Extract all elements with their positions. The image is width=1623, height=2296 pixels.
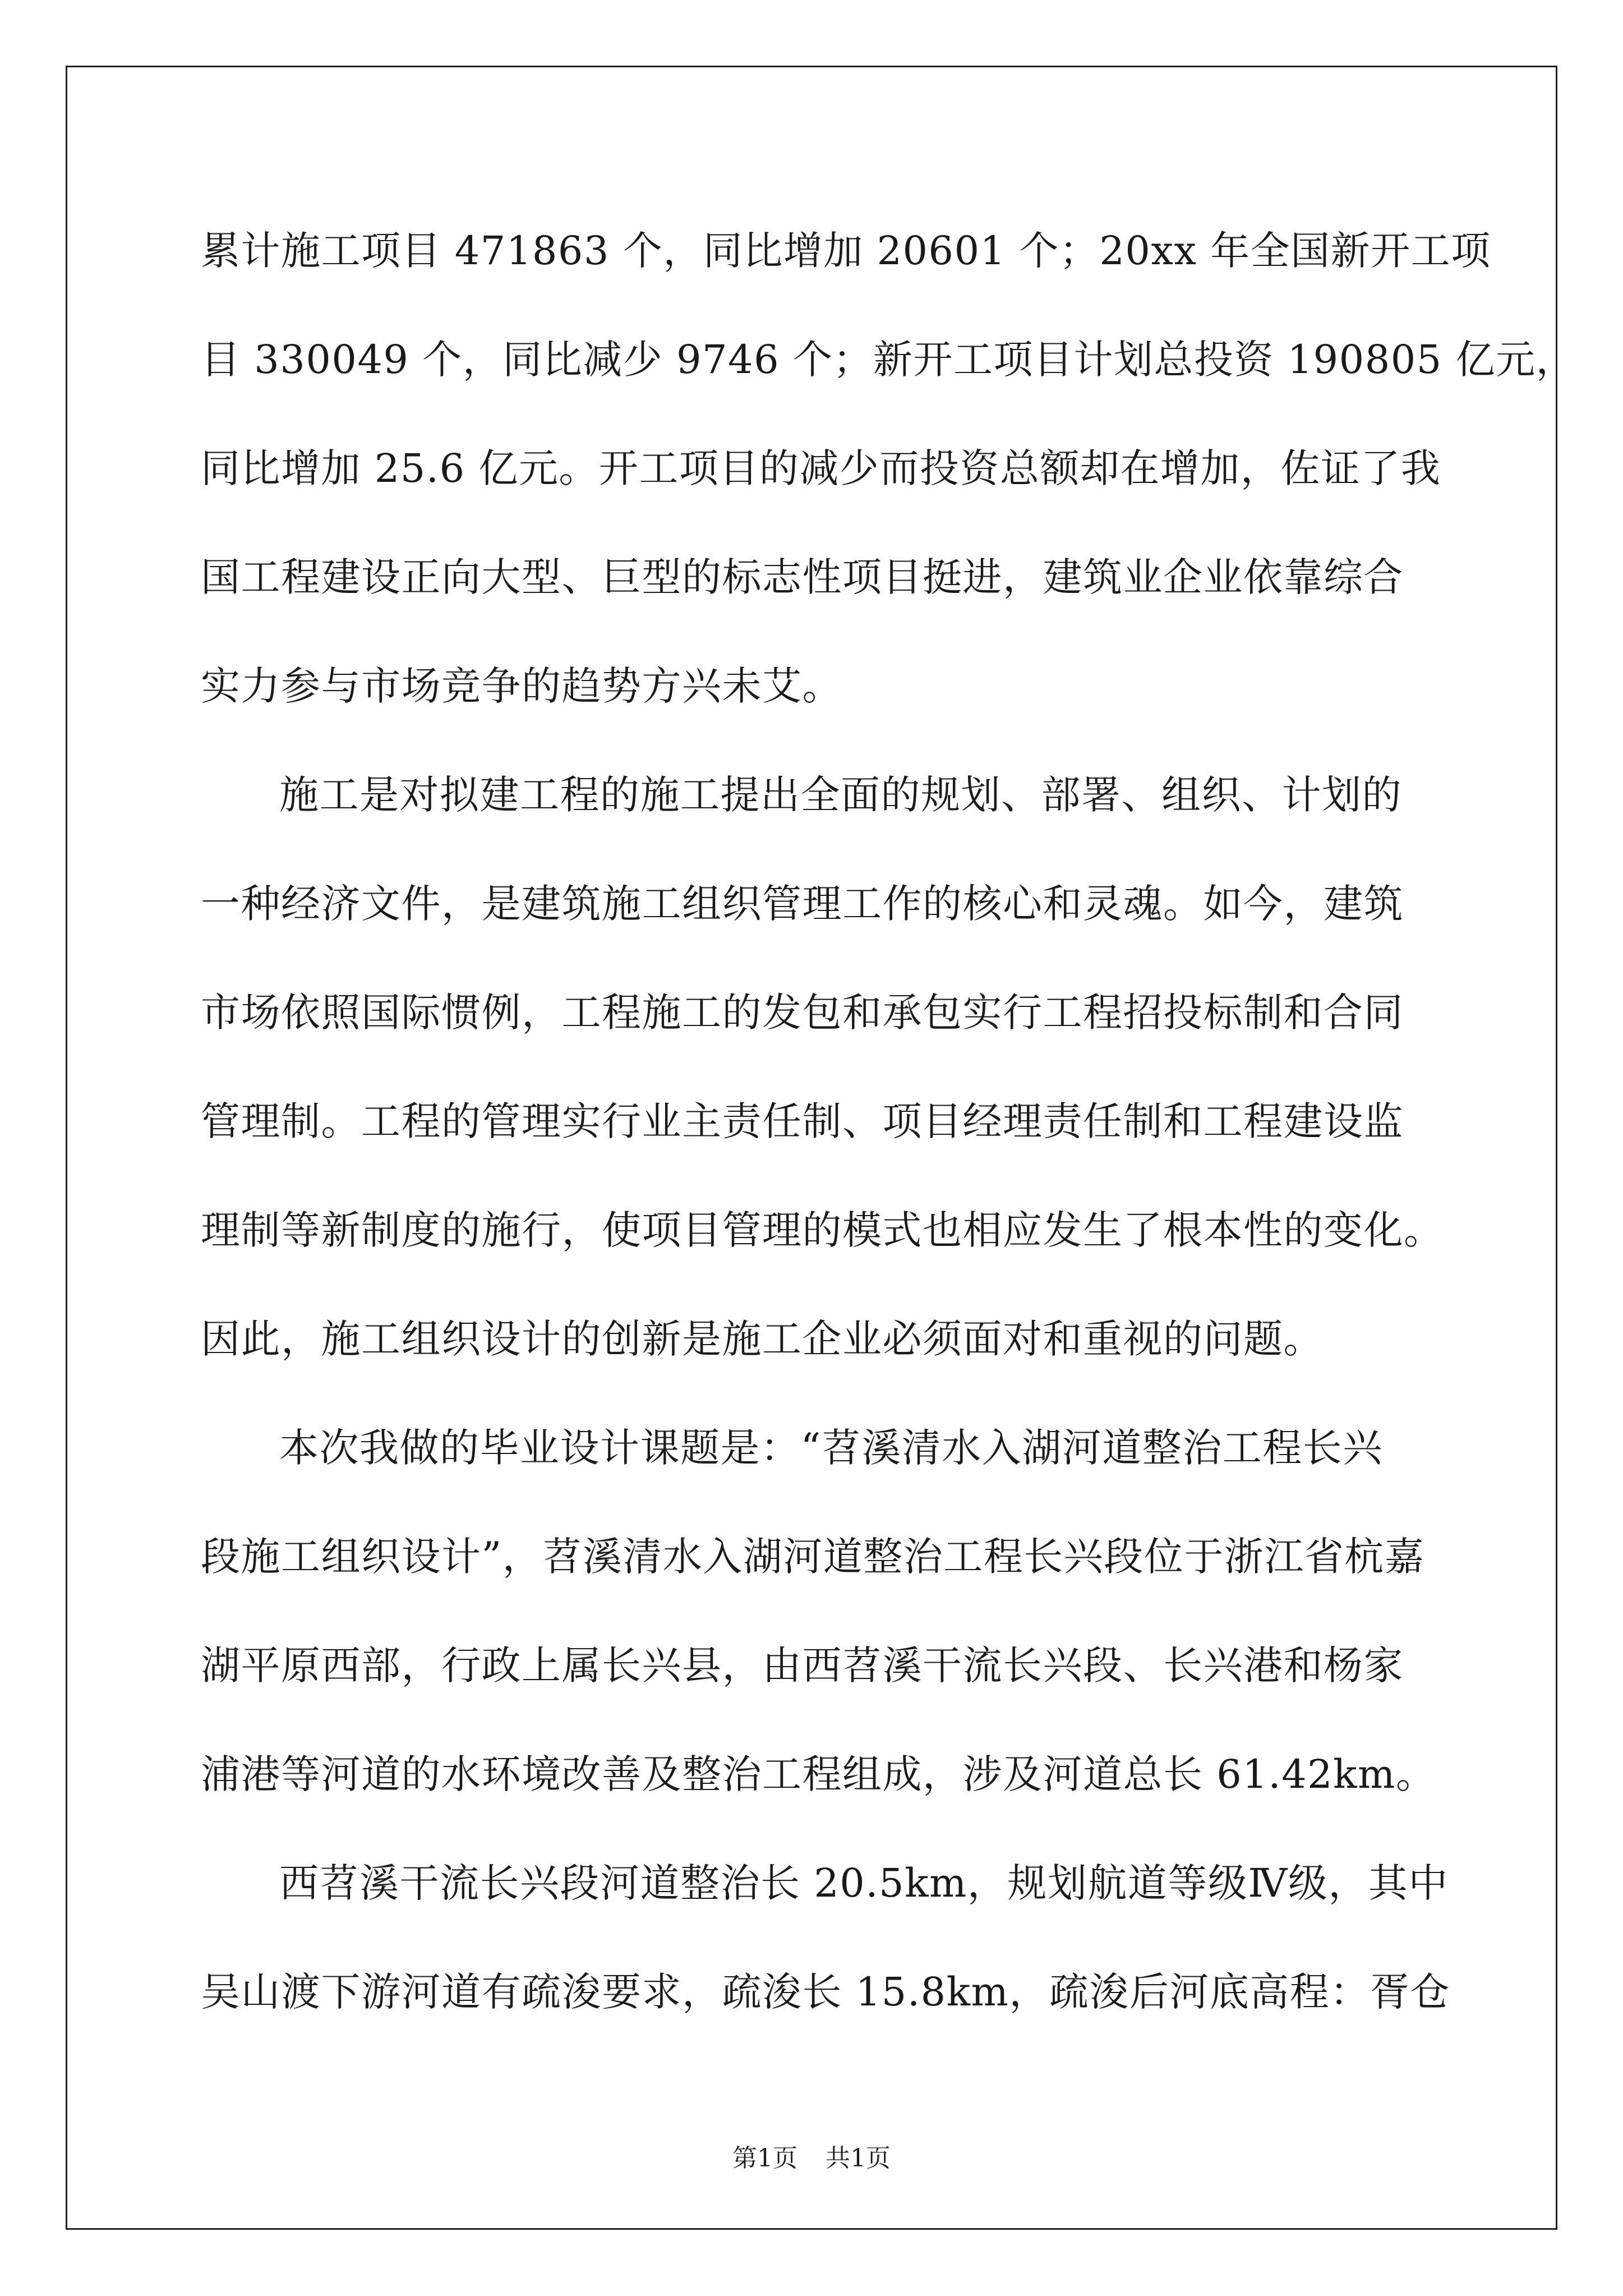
text-line: 吴山渡下游河道有疏浚要求，疏浚长 15.8km，疏浚后河底高程：胥仓 [201, 1969, 1450, 2015]
paragraph-1 [201, 209, 1576, 753]
text-line: 因此，施工组织设计的创新是施工企业必须面对和重视的问题。 [201, 1316, 1324, 1362]
text-line: 本次我做的毕业设计课题是：“苕溪清水入湖河道整治工程长兴 [279, 1425, 1383, 1471]
page-number: 第1页 [732, 2144, 797, 2173]
text-line: 施工是对拟建工程的施工提出全面的规划、部署、组织、计划的 [279, 772, 1402, 818]
text-line: 管理制。工程的管理实行业主责任制、项目经理责任制和工程建设监 [201, 1098, 1404, 1144]
text-line: 实力参与市场竞争的趋势方兴未艾。 [201, 663, 842, 709]
page-total: 共1页 [826, 2144, 891, 2173]
page-footer [0, 2142, 1623, 2175]
text-line: 同比增加 25.6 亿元。开工项目的减少而投资总额却在增加，佐证了我 [201, 445, 1441, 491]
text-line: 浦港等河道的水环境改善及整治工程组成，涉及河道总长 61.42km。 [201, 1751, 1436, 1797]
document-body [201, 209, 1576, 2059]
text-line: 西苕溪干流长兴段河道整治长 20.5km，规划航道等级Ⅳ级，其中 [279, 1860, 1449, 1906]
paragraph-2 [201, 753, 1444, 1406]
text-line: 国工程建设正向大型、巨型的标志性项目挺进，建筑业企业依靠综合 [201, 554, 1404, 600]
text-line: 段施工组织设计”，苕溪清水入湖河道整治工程长兴段位于浙江省杭嘉 [201, 1534, 1425, 1580]
text-line: 湖平原西部，行政上属长兴县，由西苕溪干流长兴段、长兴港和杨家 [201, 1642, 1404, 1688]
text-line: 市场依照国际惯例，工程施工的发包和承包实行工程招投标制和合同 [201, 990, 1404, 1036]
paragraph-4 [201, 1841, 1450, 2059]
text-line: 累计施工项目 471863 个，同比增加 20601 个；20xx 年全国新开工项 [201, 228, 1491, 274]
text-line: 目 330049 个，同比减少 9746 个；新开工项目计划总投资 190805 亿元， [201, 337, 1576, 383]
text-line: 理制等新制度的施行，使项目管理的模式也相应发生了根本性的变化。 [201, 1207, 1444, 1253]
paragraph-3 [201, 1406, 1436, 1841]
text-line: 一种经济文件，是建筑施工组织管理工作的核心和灵魂。如今，建筑 [201, 881, 1404, 927]
